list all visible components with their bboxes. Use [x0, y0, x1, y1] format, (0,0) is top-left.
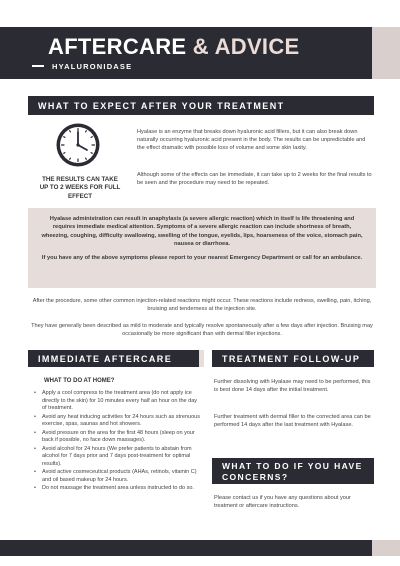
list-item: • Apply a cool compress to the treatment area (do not apply ice directly to the skin) for 10 minutes every half an hour on the day of treatment.: [34, 390, 202, 413]
list-item: • Avoid pressure on the area for the first 48 hours (sleep on your back if possible, no face down massages).: [34, 430, 202, 445]
section-heading-followup: TREATMENT FOLLOW-UP: [212, 350, 374, 367]
anaphylaxis-warning-box: [28, 208, 376, 288]
reactions-paragraph-2: They have generally been described as mild to moderate and typically resolve spontaneously after a few days after injection. Bruising may occasionally be more significant than with dermal filler injections.: [31, 323, 373, 338]
list-item: • Avoid any heat inducing activities for 24 hours such as strenuous exercise, spas, saunas and hot showers.: [34, 414, 202, 429]
followup-paragraph-1: Further dissolving with Hyalase may need to be performed, this is best done 14 days after the initial treatment.: [214, 379, 371, 394]
followup-paragraph-2: Further treatment with dermal filler to the corrected area can be performed 14 days after the last treatment with Hyalase.: [214, 414, 371, 429]
aftercare-list: [34, 390, 202, 494]
clock-icon: [55, 122, 101, 168]
clock-caption: THE RESULTS CAN TAKE UP TO 2 WEEKS FOR FULL EFFECT: [39, 176, 121, 200]
section-heading-aftercare: IMMEDIATE AFTERCARE: [28, 350, 199, 367]
title-part-1: AFTERCARE: [48, 34, 187, 59]
warning-paragraph-1: Hyalase administration can result in anaphylaxis (a severe allergic reaction) which in itself is life threatening and requires immediate medical attention. Symptoms of a severe allergic reaction can include shortness of breath, wheezing, coughing, difficulty swallowing, swelling of the tongue, eyelids, lips, hoarseness of the voice, stomach pain, nausea or diarrhoea.: [41, 216, 363, 247]
warning-paragraph-2: If you have any of the above symptoms please report to your nearest Emergency Department or call for an ambulance.: [41, 255, 363, 262]
aftercare-subheading: WHAT TO DO AT HOME?: [44, 378, 115, 384]
subtitle-dash: [32, 65, 44, 67]
footer-accent-stripe: [372, 540, 400, 556]
list-item: • Avoid alcohol for 24 hours (We prefer patients to abstain from alcohol for 7 days prior and 7 days post-treatment for optimal results).: [34, 446, 202, 469]
expect-paragraph-1: Hyalase is an enzyme that breaks down hyaluronic acid fillers, but it can also break down naturally occurring hyaluronic acid present in the body. The results can be unpredictable and the effect dramatic with possible loss of volume and some skin laxity.: [137, 129, 366, 152]
page-subtitle: HYALURONIDASE: [52, 61, 133, 71]
page-title: [48, 34, 300, 60]
title-part-2: & ADVICE: [192, 34, 300, 59]
section-heading-concerns: WHAT TO DO IF YOU HAVE CONCERNS?: [212, 458, 374, 484]
section-heading-expect: WHAT TO EXPECT AFTER YOUR TREATMENT: [28, 96, 374, 115]
expect-paragraph-2: Although some of the effects can be immediate, it can take up to 2 weeks for the final results to be seen and the procedure may need to be repeated.: [137, 172, 372, 187]
aftercare-heading-accent: [199, 350, 204, 367]
reactions-paragraph-1: After the procedure, some other common injection-related reactions might occur. These reactions include redness, swelling, pain, itching, bruising and tenderness at the injection site.: [32, 298, 372, 313]
footer-banner: [0, 540, 372, 556]
list-item: • Avoid active cosmeceutical products (AHAs, retinols, vitamin C) and oil based makeup for 24 hours.: [34, 469, 202, 484]
header-accent-stripe: [372, 27, 400, 79]
concerns-paragraph: Please contact us if you have any questions about your treatment or aftercare instructions.: [214, 495, 351, 510]
list-item: • Do not massage the treatment area unless instructed to do so.: [34, 485, 202, 493]
subtitle-row: [32, 60, 132, 72]
